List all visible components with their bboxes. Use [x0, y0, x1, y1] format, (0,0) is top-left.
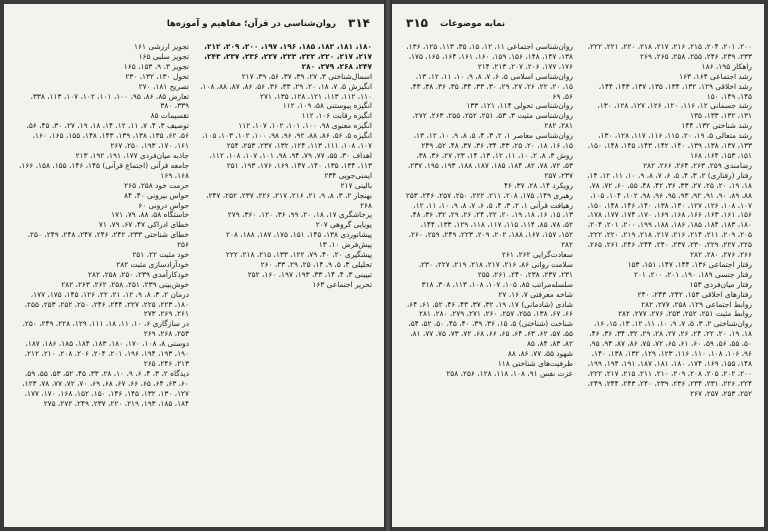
- index-entry-text: رهیافت قرآنی ۱، ۲، ۳، ۴، ۵، ۶، ۷، ۸، ۹، ۱۰، ۱۱، ۱۲، ۱۳، ۱۵، ۱۶، ۱۸، ۱۹، ۲۰، ۲۲، ۲۴، ۲۶، ۲۹، ۳۲، ۳۶، ۴۸، ۵۲، ۷۸، ۸۵، ۱۱۴، ۱۱۵، ۱۱۷، ۱۱۸، ۱۲۹، ۱۳۳، ۱۴۴، ۱۵۲، ۱۵۷، ۱۶۷، ۱۸۸، ۲۰۲، ۲۰۹، ۲۲۳، ۲۴۹، ۲۵۹، ۲۶۰، ۲۸۲: [408, 200, 573, 250]
- index-entry-text: بهنجار ۲، ۳، ۸، ۹، ۲۱، ۲۱۶، ۲۱۷، ۲۲۶، ۲۳۷، ۲۵۲، ۲۴۷، ۲۶۸: [206, 190, 372, 210]
- index-entry-text: رفتار جنسی ۱۸۹، ۱۹۰، ۲۰۱، ۲۰۰، ۲۰۱: [633, 269, 752, 279]
- index-entry-text: انگیزه رقابت ۱۰۶، ۱۱۲: [301, 111, 372, 121]
- index-entry: [16, 270, 189, 280]
- index-entry: [583, 280, 752, 290]
- index-entry: [404, 359, 573, 369]
- index-column: [404, 42, 573, 517]
- index-entry: [16, 42, 189, 52]
- index-entry-text: ظرفیت‌های شناختی ۱۱۸: [497, 359, 573, 368]
- index-entry: [199, 151, 372, 171]
- index-entry-text: تقسیمات ۸۵: [150, 111, 189, 121]
- index-entry: [199, 270, 372, 280]
- index-entry: [16, 369, 189, 409]
- index-entry-text: انگیزه پیوستنی ۵۸، ۱۰۹، ۱۱۲: [282, 101, 372, 111]
- right-page-running-title: نمایه موضوعات: [440, 19, 506, 29]
- index-entry: [583, 62, 752, 72]
- right-page-number: ۳۱۵: [406, 16, 428, 30]
- index-entry: [16, 260, 189, 270]
- index-entry: [199, 181, 372, 191]
- index-entry: [404, 300, 573, 320]
- index-entry-text: تجویز ارزشی ۱۶۱: [134, 42, 189, 51]
- index-entry: [199, 82, 372, 102]
- index-entry: [583, 161, 752, 171]
- index-entry: [583, 270, 752, 280]
- index-entry-text: خطای شناختی ۲۳۳، ۲۴۲، ۲۴۶، ۲۴۷، ۲۴۸، ۲۴۹، ۲۵۰، ۲۵۶: [27, 230, 189, 250]
- index-entry-text: رشد جسمانی ۱۲، ۱۱۶، ۱۲۰، ۱۲۶، ۱۲۷، ۱۲۸، ۱۳۰، ۱۳۱، ۱۳۲، ۱۳۳، ۱۳۵: [597, 101, 752, 121]
- index-entry: [199, 191, 372, 211]
- index-entry: [199, 210, 372, 220]
- index-entry-text: انگیزه معنوی ۹۸، ۱۰۰، ۱۰۱، ۱۰۲، ۱۰۷، ۱۱۲: [238, 121, 372, 131]
- index-entry: [583, 42, 752, 62]
- index-entry: [404, 349, 573, 359]
- index-column: [199, 42, 372, 517]
- index-entry-text: راهکار ۱۹۵، ۱۸۶: [701, 61, 752, 71]
- index-entry-text: پیش‌فرض ۱۰، ۱۳: [318, 240, 372, 250]
- index-entry-text: رفتار (رفتاری) ۲، ۳، ۴، ۵، ۶، ۷، ۸، ۹، ۱۰، ۱۱، ۱۲، ۱۴، ۱۸، ۱۹، ۲۰، ۲۵، ۲۷، ۳۳، ۳۶، ۴۲، ۴۸، ۵۵، ۶۰، ۷۲، ۷۸، ۸۸، ۸۹، ۹۰، ۹۱، ۹۲، ۹۳، ۹۵، ۹۶، ۹۸، ۱۰۲، ۱۰۴، ۱۰۵، ۱۰۷، ۱۰۸، ۱۲۶، ۱۲۷، ۱۳۰، ۱۳۸، ۱۴۰، ۱۴۶، ۱۴۸، ۱۵۰، ۱۵۶، ۱۶۱، ۱۶۳، ۱۶۶، ۱۶۸، ۱۶۹، ۱۷۰، ۱۷۴، ۱۷۷، ۱۷۸، ۱۸۰، ۱۸۳، ۱۸۴، ۱۸۵، ۱۸۶، ۱۸۸، ۱۹۹، ۲۰۰، ۲۰۱، ۲۰۴، ۲۰۵، ۲۰۹، ۲۱۱، ۲۱۴، ۲۱۶، ۲۱۷، ۲۱۸، ۲۱۹، ۲۲۰، ۲۲۲، ۲۲۵، ۲۲۷، ۲۲۹، ۲۳۰، ۲۳۷، ۲۴۰، ۲۴۴، ۲۴۶، ۲۶۱، ۲۶۵، ۲۶۶، ۲۷۶، ۲۸۰، ۲۸۲: [587, 170, 752, 260]
- index-entry: [404, 290, 573, 300]
- index-entry-text: روان‌شناسی معاصر ۱، ۲، ۳، ۴، ۵، ۸، ۹، ۱۰، ۱۲، ۱۳، ۱۵، ۱۶، ۱۸، ۲۰، ۲۵، ۳۳، ۳۴، ۳۶، ۳۷، ۴۸، ۵۲، ۲۴۹: [413, 131, 573, 151]
- index-entry-text: اسمال‌شناختی ۳، ۲۷، ۳۹، ۳۷، ۵۶، ۳۹، ۲۱۷: [241, 71, 372, 81]
- index-entry-text: تحلیلی ۳، ۵، ۹، ۱۴، ۲۵، ۲۹، ۳۳، ۲۶۰: [260, 259, 372, 269]
- index-entry-text: خودکارآمدی ۲۳۹، ۲۵۰، ۲۵۸، ۲۸۲: [88, 269, 189, 279]
- index-entry-refs: ۱۸۰، ۱۸۱، ۱۸۲، ۱۸۵، ۱۹۶، ۱۹۷، ۲۰۰، ۲۰۹، ۲۱۲، ۲۱۷، ۲۱۷، ۲۲۰، ۲۲۲، ۲۲۳، ۲۲۷، ۲۳۶، ۲۳۷، ۲۴۳، ۲۴۷، ۲۶۸، ۲۷۹، ۲۸۰: [204, 42, 372, 71]
- index-entry: [199, 240, 372, 250]
- index-entry: [404, 42, 573, 72]
- right-page-columns: [404, 42, 752, 517]
- index-entry-text: توصیف ۳، ۴، ۷، ۱۱، ۱۲، ۱۴، ۱۸، ۱۹، ۲۷، ۳۰، ۴۵، ۵۶، ۵۶، ۶۲، ۱۳۵، ۱۳۸، ۱۳۹، ۱۴۳، ۱۴۸، ۱۵۵، ۱۶۵، ۱۶۰، ۱۶۱، ۱۷۰، ۱۹۳، ۲۵۰، ۲۶۷: [26, 121, 189, 151]
- index-entry: [404, 191, 573, 201]
- index-entry-text: تجویز ۳، ۹، ۱۵۳، ۱۶۵: [123, 61, 189, 71]
- index-entry-text: روان‌شناختی ۲، ۳، ۵، ۷، ۹، ۱۰، ۱۱، ۱۲، ۱۳، ۱۵، ۱۶، ۱۸، ۱۹، ۲۰، ۲۲، ۲۴، ۲۶، ۲۷، ۲۸، ۲۹، ۳۲، ۳۴، ۳۶، ۴۶، ۵۰، ۵۵، ۵۶، ۵۹، ۶۰، ۶۱، ۶۵، ۷۲، ۷۵، ۸۶، ۸۷، ۹۴، ۹۵، ۹۶، ۱۰۶، ۱۰۸، ۱۱۰، ۱۱۶، ۱۲۳، ۱۲۹، ۱۳۲، ۱۳۸، ۱۴۰، ۱۴۸، ۱۵۵، ۱۶۹، ۱۷۴، ۱۸۰، ۱۸۱، ۱۸۷، ۱۹۱، ۱۹۴، ۱۹۹، ۲۰۰، ۲۰۲، ۲۰۵، ۲۰۸، ۲۰۹، ۲۱۰، ۲۱۱، ۲۱۵، ۲۱۷، ۲۲۲، ۲۲۴، ۲۲۶، ۲۳۱، ۲۳۴، ۲۳۶، ۲۳۹، ۲۴۰، ۲۴۳، ۲۴۴، ۲۴۹، ۲۵۲، ۲۵۳، ۲۵۷، ۲۶۷: [587, 319, 752, 398]
- index-entry-text: ایمنی‌جویی ۲۳۴: [324, 170, 372, 180]
- left-page-header: [18, 18, 370, 34]
- index-entry: [16, 201, 189, 211]
- index-entry-text: روان‌شناسی مثبت ۳، ۵۳، ۲۵۱، ۲۵۲، ۲۵۵، ۲۶۳، ۲۷۲، ۲۸۱، ۲۸۲: [412, 111, 573, 131]
- index-entry: [16, 121, 189, 151]
- index-entry: [16, 82, 189, 92]
- book-gutter: [384, 0, 392, 531]
- index-entry-text: تحول ۱۳۰، ۱۳۲، ۲۳۰: [125, 71, 189, 81]
- index-entry-text: رشد اجتماعی ۱۶۴، ۱۶۳: [679, 71, 752, 81]
- index-entry: [16, 52, 189, 62]
- index-entry: [583, 121, 752, 131]
- index-entry-text: رهبری ۱۴۹، ۱۷۵، ۲۰۸، ۲۱۱، ۲۲۲، ۲۵۰، ۲۵۷، ۲۴۶، ۲۵۳: [405, 190, 573, 200]
- index-entry-text: رفتارهای اخلاقی ۱۵۳، ۲۴۲، ۲۴۳، ۲۴۰: [637, 289, 752, 299]
- index-entry-text: جاذبه میان‌فردی ۱۷۷، ۱۹۱، ۱۹۲، ۲۱۳: [75, 150, 189, 160]
- index-entry: [583, 319, 752, 398]
- index-entry: [16, 161, 189, 181]
- index-entry: [404, 181, 573, 191]
- index-entry-text: بالینی ۲۱۷: [340, 180, 372, 190]
- index-entry: [199, 220, 372, 230]
- index-entry-text: شهود ۵۵، ۷۷، ۸۶، ۸۸: [507, 349, 573, 359]
- index-entry-text: ۲۰۰، ۲۰۱، ۲۰۴، ۲۱۵، ۲۱۶، ۲۱۷، ۲۱۸، ۲۲۰، ۲۲۱، ۲۲۲، ۲۳۳، ۲۳۹، ۲۴۶، ۲۵۵، ۲۵۸، ۲۶۵، ۲۶۹: [587, 42, 752, 61]
- index-entry: [199, 101, 372, 111]
- index-entry-text: انگیزش ۵، ۷، ۱۸، ۲۰، ۲۹، ۳۳، ۳۶، ۵۶، ۸۶، ۸۷، ۸۸، ۱۰۸، ۱۱۰، ۱۱۲، ۱۱۳، ۱۲۱، ۱۲۸، ۱۳۵، ۲۷۱: [200, 81, 372, 101]
- index-entry: [16, 250, 189, 260]
- index-entry: [404, 369, 573, 379]
- index-entry-text: خوش‌بینی ۲۳۹، ۲۵۱، ۲۵۸، ۲۶۲، ۲۶۳، ۲۸۲: [61, 279, 189, 289]
- left-page-running-title: روان‌شناسی در قرآن؛ مفاهیم و آموزه‌ها: [166, 19, 336, 29]
- index-entry: [199, 121, 372, 131]
- index-entry-text: روان‌شناسی اجتماعی ۱۱، ۱۲، ۱۵، ۳۵، ۱۱۳، ۱۲۵، ۱۳۶، ۱۳۸، ۱۴۷، ۱۴۸، ۱۵۶، ۱۵۹، ۱۶۰، ۱۶۱، ۱۶۴، ۱۶۵، ۱۷۵، ۱۷۶، ۱۷۷، ۲۰۶، ۲۰۷، ۲۱۳، ۲۱۴: [406, 42, 573, 71]
- right-page: [392, 4, 764, 527]
- index-entry: [16, 191, 189, 201]
- index-entry-text: حواس بیرونی ۴۰، ۸۴: [124, 190, 189, 200]
- index-entry: [16, 319, 189, 339]
- index-entry: [16, 220, 189, 230]
- index-entry-text: خاستگاه ۵۸، ۸۸، ۷۹، ۱۷۱: [111, 210, 189, 220]
- index-entry-text: روابط اجتماعی ۱۲۹، ۲۵۸، ۲۷۷، ۲۸۲: [641, 299, 752, 309]
- index-entry-text: در سازگاری ۶، ۱۰، ۱۱، ۱۸، ۱۱۱، ۱۲۹، ۲۲۸، ۲۴۹، ۲۵۰، ۲۵۳، ۲۶۸، ۲۶۹: [22, 319, 189, 339]
- index-entry-text: خطای ادراکی ۴۷، ۶۷، ۷۹، ۷۱: [98, 220, 189, 230]
- index-entry-text: روان‌شناسی تحولی ۱۱۴، ۱۲۱، ۱۳۳: [466, 101, 573, 111]
- index-entry-text: رفتار میان‌فردی ۱۵۳: [689, 279, 752, 289]
- index-entry: [404, 111, 573, 131]
- index-entry: [16, 210, 189, 220]
- index-entry: [583, 131, 752, 161]
- index-entry: [404, 101, 573, 111]
- index-entry-text: رشد شناختی ۱۳۲، ۱۴۴: [681, 121, 752, 131]
- index-entry: [404, 151, 573, 181]
- index-entry: [199, 230, 372, 240]
- index-entry-text: روش ۳، ۸، ۲، ۱۰، ۱۱، ۱۲، ۱۳، ۱۴، ۲۳، ۲۷، ۳۶، ۳۸، ۵۳، ۷۲، ۷۸، ۸۲، ۱۸۴، ۱۸۵، ۱۸۷، ۱۸۸، ۱۹۳، ۱۹۵، ۲۳۷، ۲۳۷، ۲۵۷: [407, 150, 573, 180]
- index-entry: [199, 111, 372, 121]
- index-entry: [199, 250, 372, 260]
- index-entry-text: رشد اخلاقی ۱۲۹، ۱۳۲، ۱۳۴، ۱۳۵، ۱۳۷، ۱۴۳، ۱۴۴، ۱۴۵، ۱۴۹، ۱۵۰: [598, 81, 752, 101]
- index-entry: [199, 72, 372, 82]
- index-entry-text: درمان ۲، ۳، ۸، ۹، ۱۲، ۲۱، ۲۲، ۱۲۶، ۱۴۵، ۱۷۵، ۱۷۷، ۱۸۰، ۲۲۳، ۲۲۵، ۲۲۷، ۲۴۴، ۲۴۶، ۲۵۰، ۲۵۲، ۲۵۳، ۲۵۵، ۲۶۱، ۲۶۹، ۲۷۳: [24, 289, 189, 319]
- index-entry: [583, 72, 752, 82]
- index-entry-text: تجویز سلبی ۱۶۵: [138, 51, 189, 61]
- index-entry-text: سلامت روانی ۸۶، ۲۱۶، ۲۱۷، ۲۱۸، ۲۱۹، ۲۲۷، ۲۳۰، ۲۳۱، ۲۳۷، ۲۳۸، ۲۴۰، ۲۶۱، ۲۵۵: [418, 259, 573, 279]
- index-entry-text: اهداف ۳۰، ۵۵، ۷۷، ۷۹، ۹۴، ۹۸، ۱۰۱، ۱۰۷، ۱۰۸، ۱۱۲، ۱۱۳، ۱۳۴، ۱۳۵، ۱۴۰، ۱۴۷، ۱۶۹، ۱۷۶، ۱۹۳، ۲۵۱: [209, 150, 372, 170]
- index-column: [583, 42, 752, 517]
- index-entry-text: رشد متعالی ۵، ۱۹، ۲۰، ۱۱۵، ۱۱۶، ۱۱۷، ۱۲۸، ۱۳۰، ۱۳۳، ۱۳۷، ۱۳۸، ۱۳۹، ۱۴۰، ۱۴۲، ۱۴۳، ۱۴۵، ۱۴۸، ۱۵۰، ۱۵۱، ۱۵۳، ۱۶۴، ۱۶۸: [587, 131, 752, 160]
- index-entry-text: شناخت (شناختی) ۵، ۱۵، ۳۶، ۳۹، ۴۰، ۴۵، ۵۰، ۵۲، ۵۴، ۵۵، ۵۷، ۶۲، ۶۳، ۶۴، ۶۵، ۶۶، ۶۸، ۷۲، ۷۳، ۷۵، ۷۷، ۸۱، ۸۲، ۸۳، ۸۴، ۸۵: [408, 319, 573, 349]
- index-entry-text: انگیزه ۵، ۵۶، ۸۶، ۸۸، ۹۲، ۹۶، ۹۸، ۱۰۰، ۱۰۲، ۱۰۳، ۱۰۵، ۱۰۷، ۱۰۸، ۱۱۱، ۱۱۳، ۱۲۴، ۱۳۲، ۲۳۷، ۲۵۳، ۲۵۴: [201, 131, 372, 151]
- index-entry: [583, 309, 752, 319]
- index-entry-text: پیشانوردی ۱۳۸، ۱۴۵، ۱۵۱، ۱۷۵، ۱۸۷، ۱۸۸، ۲۰۸: [226, 230, 372, 240]
- index-entry: [16, 111, 189, 121]
- index-entry: [199, 280, 372, 290]
- index-entry-text: تحریر اجتماعی ۱۶۳: [312, 279, 372, 289]
- index-entry-text: سعادت‌گرایی ۲۶۲، ۲۶۱: [501, 250, 573, 260]
- index-entry: [583, 300, 752, 310]
- index-entry-text: عزت نفس ۹۱، ۱۰۸، ۱۱۸، ۱۲۸، ۲۵۶، ۲۵۸: [446, 368, 573, 378]
- index-entry-text: حواس درونی ۶۰: [138, 200, 189, 210]
- index-entry-text: تبیینی ۳، ۴، ۱۴، ۳۳، ۱۹۳، ۱۹۷، ۱۶۰، ۲۵۲: [247, 269, 372, 279]
- index-entry: [404, 319, 573, 349]
- index-entry-text: خودآزادسازی مثبت ۲۸۲: [116, 259, 189, 269]
- index-entry: [199, 171, 372, 181]
- index-entry-text: تصریح ۱۸۱، ۲۷۰: [138, 81, 189, 91]
- index-entry: [16, 230, 189, 250]
- index-entry: [16, 62, 189, 72]
- index-entry-text: خود مثبت ۲۲، ۲۵۱: [132, 250, 189, 260]
- index-entry: [16, 181, 189, 191]
- index-entry: [16, 151, 189, 161]
- right-page-header: [406, 18, 750, 34]
- index-entry-text: رضامندی ۲۵۹، ۲۶۳، ۲۶۴، ۲۶۶، ۲۸۲: [643, 160, 752, 170]
- index-entry: [16, 280, 189, 290]
- index-entry-text: سلسله‌مراتب ۸۵، ۱۰۵، ۱۰۷، ۱۰۸، ۱۱۳، ۳۰۸، ۳۱۸: [421, 279, 573, 289]
- index-entry-text: پویایی گروهی ۲۰۷: [315, 220, 372, 230]
- index-entry-text: روان‌شناسی اسلامی ۵، ۶، ۷، ۸، ۹، ۱۰، ۱۱، ۱۲، ۱۳، ۱۵، ۲۰، ۲۲، ۲۶، ۲۷، ۲۹، ۳۰، ۳۳، ۳۴، ۳۵، ۳۶، ۳۸، ۴۳، ۵۶، ۶۹: [410, 71, 573, 101]
- index-entry: [199, 260, 372, 270]
- index-entry: [404, 131, 573, 151]
- left-page-columns: [16, 42, 372, 517]
- index-entry-text: رویکرد ۱۴، ۲۸، ۳۷، ۴۶: [503, 180, 573, 190]
- index-entry-text: دوستی ۸، ۱۰۸، ۱۷۰، ۱۸۰، ۱۸۳، ۱۸۴، ۱۸۵، ۱۸۶، ۱۸۷، ۱۹۰، ۱۹۳، ۱۹۴، ۱۹۶، ۲۰۱، ۲۰۴، ۲۰۶، ۲۰۸، ۲۱۰، ۲۱۲، ۲۱۳، ۲۴۶، ۲۶۵: [24, 339, 189, 368]
- index-entry: [16, 92, 189, 112]
- index-entry: [404, 72, 573, 102]
- index-entry: [583, 171, 752, 260]
- index-entry: [16, 72, 189, 82]
- index-entry: [199, 42, 372, 72]
- left-page-number: ۳۱۴: [348, 16, 370, 30]
- left-page: [4, 4, 384, 527]
- index-entry: [404, 201, 573, 251]
- index-entry: [404, 260, 573, 280]
- index-entry: [16, 339, 189, 369]
- index-entry-text: شاخه معرفتی ۷، ۱۶، ۲۷: [498, 289, 573, 299]
- index-entry-text: دیدگاه ۲، ۳، ۴، ۶، ۹، ۱۰، ۲۸، ۳۳، ۴۵، ۵۲، ۵۳، ۵۵، ۵۹، ۶۰، ۶۳، ۶۴، ۶۵، ۶۶، ۶۷، ۶۸، ۶۹، ۷۰، ۷۲، ۷۷، ۷۸، ۱۲۳، ۱۲۷، ۱۳۰، ۱۳۲، ۱۴۵، ۱۴۶، ۱۵۰، ۱۵۲، ۱۶۸، ۱۷۰، ۱۷۷، ۱۸۴، ۱۸۵، ۱۹۳، ۲۱۹، ۲۲۰، ۲۳۷، ۲۴۹، ۲۷۲، ۲۷۵: [22, 368, 189, 408]
- index-entry: [404, 250, 573, 260]
- index-entry: [583, 260, 752, 270]
- index-entry-text: پیشگیری ۲۰، ۴۰، ۷۹، ۱۲۲، ۱۳۳، ۲۱۵، ۲۱۸، ۲۲۲: [225, 250, 372, 260]
- index-entry-text: حرمت خود ۲۵۸، ۲۶۵: [124, 180, 189, 190]
- index-entry: [583, 82, 752, 102]
- index-entry: [404, 280, 573, 290]
- index-entry: [199, 131, 372, 151]
- index-entry: [16, 290, 189, 320]
- index-entry: [583, 101, 752, 121]
- index-entry-text: روابط مثبت ۲۵۱، ۲۵۲، ۲۵۳، ۲۷۶، ۲۷۷، ۲۸۲: [618, 309, 752, 319]
- index-entry-text: شادی (شادمانی) ۱۷، ۱۹، ۳۲، ۳۷، ۴۳، ۴۶، ۵۲، ۶۱، ۶۴، ۶۶، ۶۷، ۱۳۸، ۲۵۵، ۲۵۷، ۲۶۰، ۲۷۱، ۲۷۹، ۲۸۰، ۲۸۱: [406, 299, 573, 319]
- index-entry-text: تعارض ۸۵، ۸۶، ۹۵، ۱۰۰، ۱۰۱، ۱۰۲، ۱۰۷، ۱۱۳، ۳۳۸، ۳۳۹، ۳۸۰: [30, 91, 189, 111]
- index-entry: [583, 290, 752, 300]
- index-entry-text: جامعه قرآنی (اجتماع قرآنی) ۱۴۵، ۱۴۶، ۱۵۵، ۱۵۸، ۱۶۶، ۱۶۸، ۱۶۹: [18, 160, 189, 180]
- index-entry-text: رفتار اجتماعی ۱۳۶، ۱۴۴، ۱۴۷، ۱۵۱، ۱۵۳: [627, 259, 752, 269]
- index-column: [16, 42, 189, 517]
- index-entry-text: پرخاشگری ۱۷، ۱۸، ۲۰، ۹۹، ۳۶، ۱۲۰، ۳۶۰، ۲۷۹: [227, 210, 372, 220]
